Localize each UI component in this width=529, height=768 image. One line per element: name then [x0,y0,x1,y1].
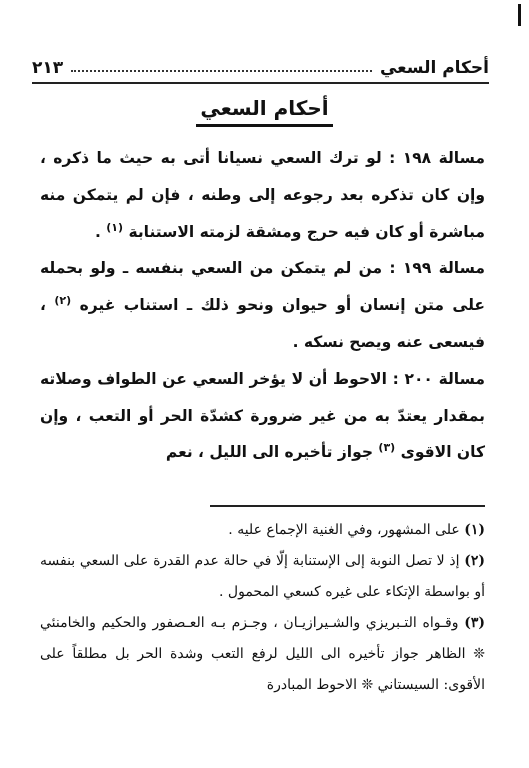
footnote-text: إذ لا تصل النوبة إلى الإستنابة إلّا في حالة عدم القدرة على السعي بنفسه أو بواسطة الإتكاء على غيره كسعي المحمول . [40,553,485,600]
footnote-text: على المشهور، وفي الغنية الإجماع عليه . [228,522,460,538]
header-title: أحكام السعي [379,58,489,78]
footnote-separator [210,505,485,507]
footnote [40,515,485,546]
issue-text: لو ترك السعي نسيانا أتى به حيث ما ذكره ، وإن كان تذكره بعد رجوعه إلى وطنه ، فإن لم يتمكن منه مباشرة أو كان فيه حرج ومشقة لزمته الاستنابة [40,149,485,241]
issue-paragraph [40,140,485,250]
footnote-reference: (١) [106,220,124,234]
main-text [40,140,485,471]
footnote-number: (٣) [464,615,485,631]
footnote [40,546,485,608]
header-rule [32,82,489,84]
section-title-text: أحكام السعي [196,96,332,127]
issue-text: من لم يتمكن من السعي بنفسه ـ ولو بحمله على متن إنسان أو حيوان ونحو ذلك ـ استناب غيره [40,259,486,315]
page-number: ٢١٣ [32,58,64,78]
footnote-number: (١) [464,522,485,538]
footnote [40,608,485,701]
footnotes [40,515,485,701]
corner-mark [518,4,521,26]
issue-paragraph [40,250,485,360]
running-header [32,48,489,78]
issue-text-tail: جواز تأخيره الى الليل ، نعم [165,443,374,462]
footnote-reference: (٣) [378,441,396,455]
issue-label: مسالة ١٩٨ : [389,149,485,167]
header-dot-leader [71,69,372,72]
issue-label: مسالة ٢٠٠ : [392,369,485,388]
issue-text-tail: . [94,222,101,241]
section-title [0,96,529,127]
issue-text: الاحوط أن لا يؤخر السعي عن الطواف وصلاته بمقدار يعتدّ به من غير ضرورة كشدّة الحر أو التعب ، وإن كان الاقوى [40,369,485,462]
issue-paragraph [40,361,485,471]
footnote-text: وقـواه التـبريزي والشـيرازيـان ، وجـزم بـه العـصفور والحكيم والخامنئي ❊ الظاهر جواز تأخيره الى الليل لرفع التعب وشدة الحر بل مطلقاً على الأقوى: السيستاني ❊ الاحوط المبادرة [40,615,485,693]
issue-label: مسالة ١٩٩ : [389,259,485,278]
footnote-number: (٢) [464,553,486,569]
issue-text-tail: ، فيسعى عنه ويصح نسكه . [40,296,485,351]
footnote-reference: (٢) [54,294,72,308]
